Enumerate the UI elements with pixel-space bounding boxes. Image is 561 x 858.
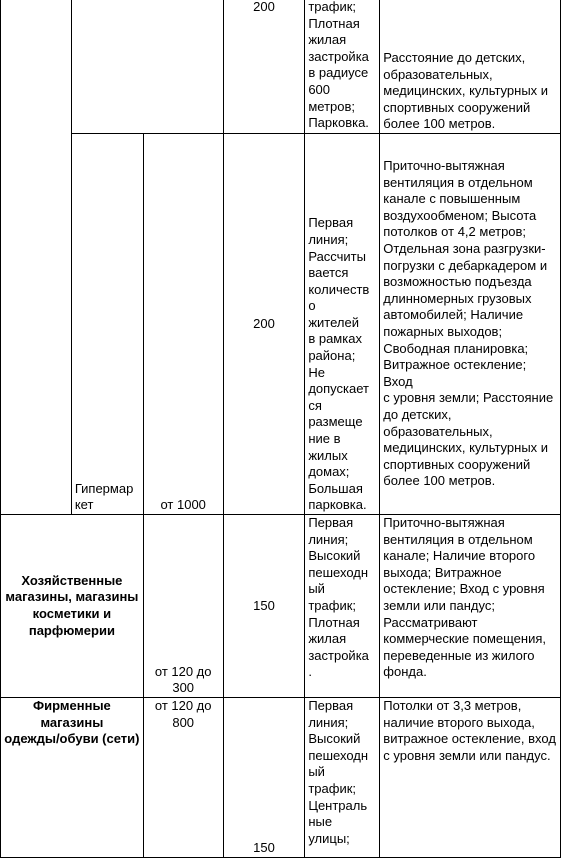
format-cell: Гипермар кет <box>71 134 143 515</box>
area-cell: от 120 до 300 <box>143 515 223 698</box>
requirements-cell: Приточно-вытяжная вентиляция в отдельном канале; Наличие второго выхода; Витражное остекление; Вход с уровня земли или пандус; Рассматривают коммерческие помещения, переведенные из жилого фонда. <box>380 515 561 698</box>
traffic-cell: 150 <box>223 515 305 698</box>
table-row <box>1 0 561 134</box>
table-row <box>1 698 561 858</box>
traffic-cell: 200 <box>223 134 305 515</box>
format-cell <box>71 0 223 134</box>
table-row <box>1 134 561 515</box>
category-cell: Фирменные магазины одежды/обуви (сети) <box>1 698 144 858</box>
table-row <box>1 515 561 698</box>
location-cell: Первая линия; Высокий пешеходн ый трафик; Централь ные улицы; <box>305 698 380 858</box>
location-cell: Первая линия; Рассчиты вается количеств о жителей в рамках района; Не допускает ся размеще ние в жилых домах; Большая парковка. <box>305 134 380 515</box>
area-cell: от 120 до 800 <box>143 698 223 858</box>
requirements-cell: Приточно-вытяжная вентиляция в отдельном канале с повышенным воздухообменом; Высота потолков от 4,2 метров; Отдельная зона разгрузки- погрузки с дебаркадером и возможностью подъезда длинномерных грузовых автомобилей; Наличие пожарных выходов; Свободная планировка; Витражное остекление; Вход с уровня земли; Расстояние до детских, образовательных, медицинских, культурных и спортивных сооружений более 100 метров. <box>380 134 561 515</box>
traffic-cell: 150 <box>223 698 305 858</box>
area-cell: от 1000 <box>143 134 223 515</box>
requirements-cell: Потолки от 3,3 метров, наличие второго выхода, витражное остекление, вход с уровня земли или пандус. <box>380 698 561 858</box>
requirements-cell: Расстояние до детских, образовательных, медицинских, культурных и спортивных сооружений более 100 метров. <box>380 0 561 134</box>
category-cell: Хозяйственные магазины, магазины косметики и парфюмерии <box>1 515 144 698</box>
traffic-cell: 200 <box>223 0 305 134</box>
category-cell <box>1 0 72 515</box>
location-cell: Первая линия; Высокий пешеходн ый трафик; Плотная жилая застройка . <box>305 515 380 698</box>
location-cell: трафик; Плотная жилая застройка в радиусе 600 метров; Парковка. <box>305 0 380 134</box>
